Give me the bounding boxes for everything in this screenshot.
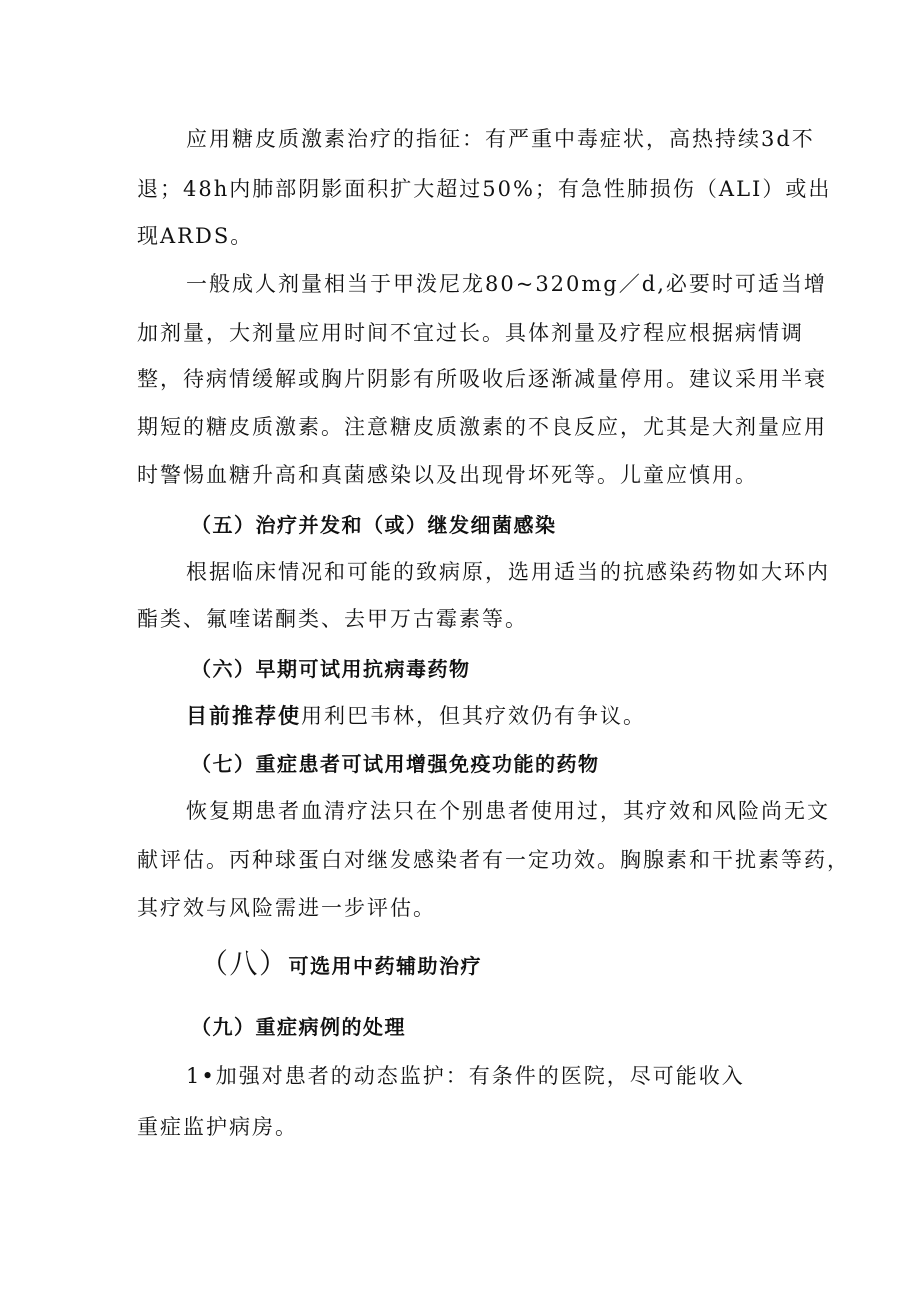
paragraph-steroid-indication-line-2: 退；48h内肺部阴影面积扩大超过50%；有急性肺损伤（ALI）或出	[137, 177, 832, 201]
paragraph-steroid-dosage-line-4: 期短的糖皮质激素。注意糖皮质激素的不良反应，尤其是大剂量应用	[137, 415, 827, 439]
paragraph-infection-line-2: 酯类、氟喹诺酮类、去甲万古霉素等。	[137, 607, 528, 631]
section-heading-6: （六）早期可试用抗病毒药物	[191, 657, 471, 681]
section-heading-7: （七）重症患者可试用增强免疫功能的药物	[191, 752, 600, 776]
paragraph-antiviral-rest: 用利巴韦林，但其疗效仍有争议。	[301, 704, 646, 728]
section-heading-8-text: 可选用中药辅助治疗	[288, 954, 483, 978]
section-heading-8-number: （八）	[200, 947, 289, 980]
paragraph-infection-line-1: 根据临床情况和可能的致病原，选用适当的抗感染药物如大环内	[186, 560, 830, 584]
paragraph-severe-care-line-2: 重症监护病房。	[137, 1115, 298, 1139]
paragraph-antiviral	[186, 702, 646, 730]
paragraph-steroid-dosage-line-5: 时警惕血糖升高和真菌感染以及出现骨坏死等。儿童应慎用。	[137, 463, 758, 487]
paragraph-steroid-dosage-line-2: 加剂量，大剂量应用时间不宜过长。具体剂量及疗程应根据病情调	[137, 321, 804, 345]
paragraph-immunity-line-1: 恢复期患者血清疗法只在个别患者使用过，其疗效和风险尚无文	[186, 799, 830, 823]
section-heading-9: （九）重症病例的处理	[191, 1015, 406, 1039]
section-heading-5: （五）治疗并发和（或）继发细菌感染	[191, 513, 557, 537]
paragraph-steroid-indication-line-1: 应用糖皮质激素治疗的指征：有严重中毒症状，高热持续3d不	[186, 127, 815, 151]
paragraph-severe-care-line-1: 1•加强对患者的动态监护：有条件的医院，尽可能收入	[186, 1064, 745, 1088]
paragraph-immunity-line-2: 献评估。丙种球蛋白对继发感染者有一定功效。胸腺素和干扰素等药，	[137, 848, 850, 872]
paragraph-steroid-dosage-line-1: 一般成人剂量相当于甲泼尼龙80~320mg／d,必要时可适当增	[186, 272, 827, 296]
paragraph-steroid-indication-line-3: 现ARDS。	[137, 224, 254, 248]
paragraph-steroid-dosage-line-3: 整，待病情缓解或胸片阴影有所吸收后逐渐减量停用。建议采用半衰	[137, 367, 827, 391]
paragraph-immunity-line-3: 其疗效与风险需进一步评估。	[137, 896, 436, 920]
section-heading-8	[200, 947, 483, 980]
paragraph-antiviral-bold-prefix: 目前推荐使	[186, 704, 301, 728]
